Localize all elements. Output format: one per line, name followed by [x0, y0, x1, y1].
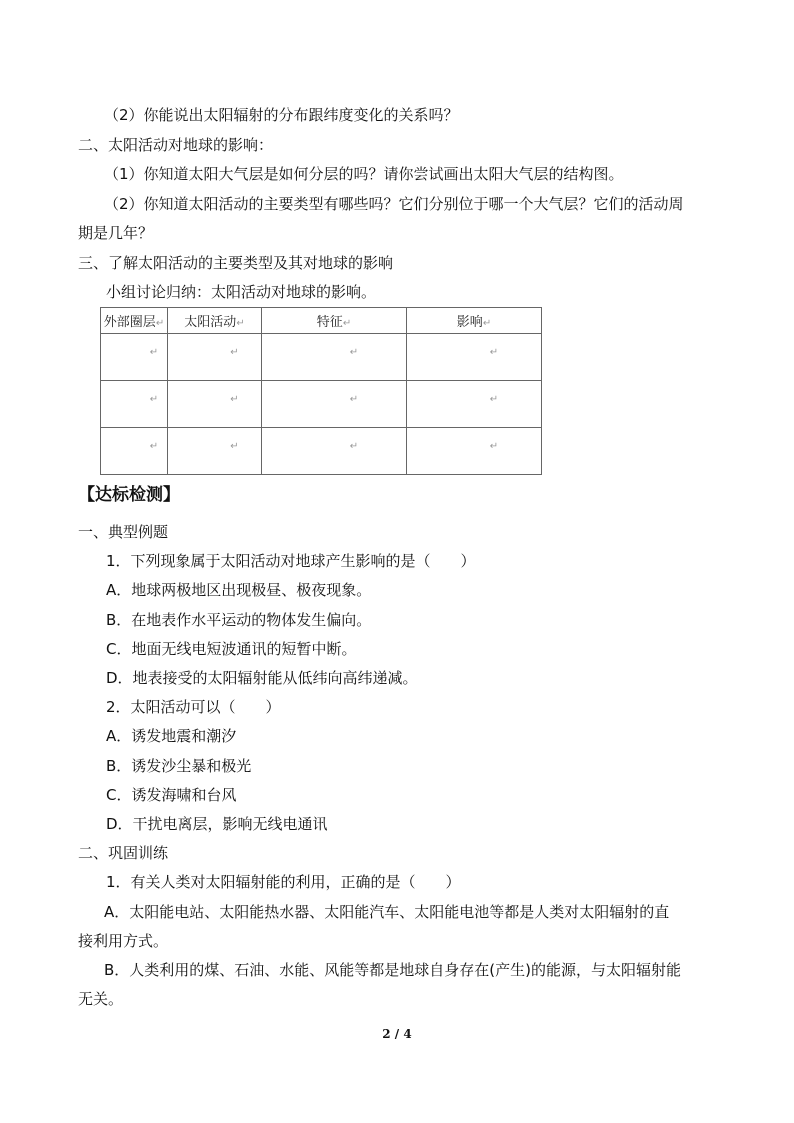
text-line: A．太阳能电站、太阳能热水器、太阳能汽车、太阳能电池等都是人类对太阳辐射的直 — [104, 902, 670, 921]
text-line: 小组讨论归纳：太阳活动对地球的影响。 — [106, 283, 377, 301]
table-cell: ↵ — [101, 381, 168, 428]
text-line: B．在地表作水平运动的物体发生偏向。 — [106, 610, 372, 629]
text-line: 期是几年？ — [78, 224, 154, 242]
text-line: 接利用方式。 — [78, 931, 169, 950]
solar-activity-table — [100, 307, 542, 475]
section-heading: 【达标检测】 — [78, 485, 180, 505]
text-line: 二、太阳活动对地球的影响： — [78, 135, 274, 154]
table-cell: ↵ — [262, 428, 407, 475]
text-line: （1）你知道太阳大气层是如何分层的吗？请你尝试画出太阳大气层的结构图。 — [104, 165, 624, 183]
table-header-cell: 影响↵ — [407, 308, 542, 334]
table-cell: ↵ — [168, 381, 262, 428]
text-line: B．诱发沙尘暴和极光 — [106, 756, 252, 775]
table-cell: ↵ — [407, 428, 542, 475]
table-header-cell: 特征↵ — [262, 308, 407, 334]
table-header-row — [101, 308, 542, 334]
text-line: 2．太阳活动可以（ ） — [106, 698, 281, 717]
table-cell: ↵ — [407, 381, 542, 428]
table-header-cell: 太阳活动↵ — [168, 308, 262, 334]
text-line: A．地球两极地区出现极昼、极夜现象。 — [106, 581, 372, 600]
page-number: 2 / 4 — [382, 1027, 412, 1041]
text-line: C．诱发海啸和台风 — [106, 785, 237, 804]
table-cell: ↵ — [168, 334, 262, 381]
text-line: B．人类利用的煤、石油、水能、风能等都是地球自身存在(产生)的能源，与太阳辐射能 — [104, 961, 681, 979]
text-line: D．地表接受的太阳辐射能从低纬向高纬递减。 — [106, 669, 418, 687]
text-line: 二、巩固训练 — [78, 844, 169, 863]
text-line: （2）你能说出太阳辐射的分布跟纬度变化的关系吗？ — [104, 106, 459, 124]
text-line: D．干扰电离层，影响无线电通讯 — [106, 815, 328, 833]
text-line: 无关。 — [78, 990, 124, 1009]
table-cell: ↵ — [262, 334, 407, 381]
table-row — [101, 381, 542, 428]
table-cell: ↵ — [407, 334, 542, 381]
text-line: 三、了解太阳活动的主要类型及其对地球的影响 — [78, 253, 394, 272]
text-line: A．诱发地震和潮汐 — [106, 727, 237, 746]
text-line: 1．有关人类对太阳辐射能的利用，正确的是（ ） — [106, 873, 461, 892]
table-header-cell: 外部圈层↵ — [101, 308, 168, 334]
table-row — [101, 428, 542, 475]
table-cell: ↵ — [168, 428, 262, 475]
text-line: C．地面无线电短波通讯的短暂中断。 — [106, 639, 357, 658]
table-cell: ↵ — [262, 381, 407, 428]
text-line: 一、典型例题 — [78, 523, 169, 541]
text-line: （2）你知道太阳活动的主要类型有哪些吗？它们分别位于哪一个大气层？它们的活动周 — [104, 194, 684, 213]
table-cell: ↵ — [101, 334, 168, 381]
text-line: 1．下列现象属于太阳活动对地球产生影响的是（ ） — [106, 552, 476, 571]
table-row — [101, 334, 542, 381]
table-cell: ↵ — [101, 428, 168, 475]
